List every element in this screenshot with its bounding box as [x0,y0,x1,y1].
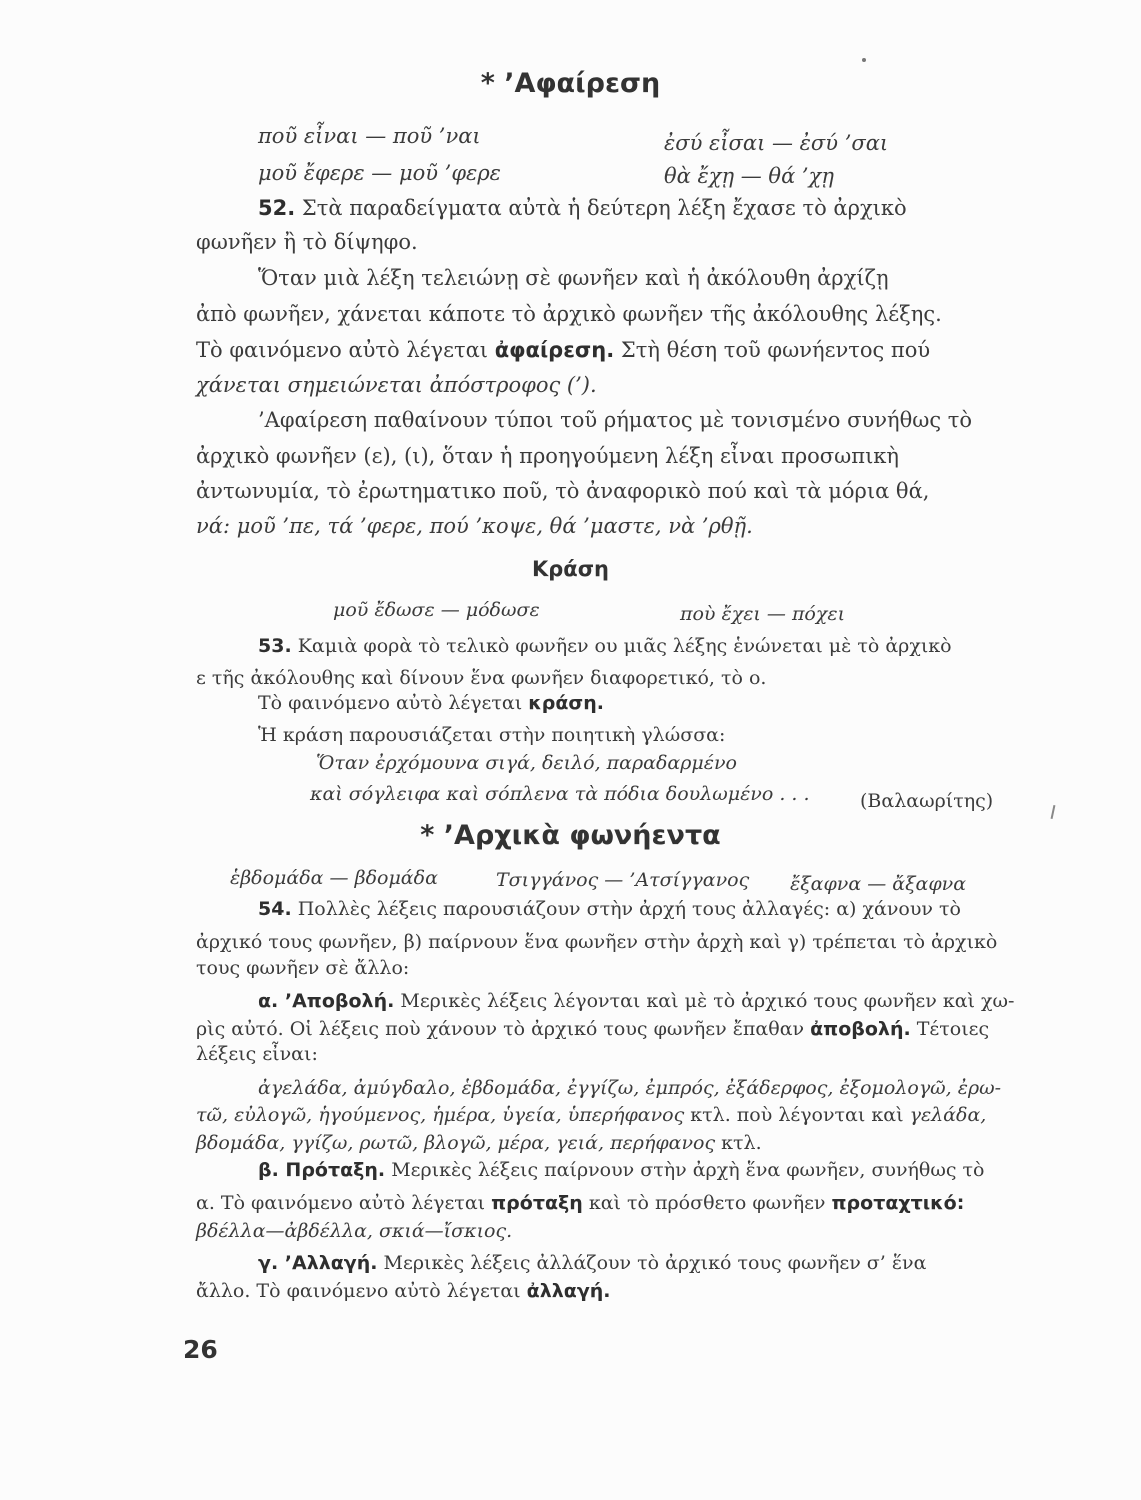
section-heading-afairesi: * ’Αφαίρεση [480,68,661,99]
paragraph-line: α. Τὸ φαινόμενο αὐτὸ λέγεται πρόταξη καὶ τὸ πρόσθετο φωνῆεν προταχτικό: [196,1192,965,1214]
example-words-line: βδομάδα, γγίζω, ρωτῶ, βλογῶ, μέρα, γειά, περήφανος κτλ. [196,1132,762,1154]
paragraph-number: 54. [258,898,292,920]
paragraph-line: 54. Πολλὲς λέξεις παρουσιάζουν στὴν ἀρχή τους ἀλλαγές: α) χάνουν τὸ [258,898,961,920]
paragraph-number: 52. [258,196,296,220]
paragraph-line: Ἡ κράση παρουσιάζεται στὴν ποιητικὴ γλώσσα: [258,724,726,746]
example-line: ἔξαφνα — ἄξαφνα [790,873,967,895]
subsection-label: β. Πρόταξη. [258,1159,386,1181]
paragraph-line: ἀπὸ φωνῆεν, χάνεται κάποτε τὸ ἀρχικὸ φωνῆεν τῆς ἀκόλουθης λέξης. [196,302,942,326]
term-bold: προταχτικό: [831,1192,965,1214]
paragraph-line: ἀντωνυμία, τὸ ἐρωτηματικο ποῦ, τὸ ἀναφορικὸ πού καὶ τὰ μόρια θά, [196,479,930,503]
example-line: μοῦ ἔφερε — μοῦ ’φερε [258,161,501,185]
subsection-label: γ. ’Αλλαγή. [258,1252,378,1274]
poem-line: Ὅταν ἐρχόμουνα σιγά, δειλό, παραδαρμένο [316,752,737,774]
paragraph-line: α. ’Αποβολή. Μερικὲς λέξεις λέγονται καὶ μὲ τὸ ἀρχικό τους φωνῆεν καὶ χω- [258,990,1015,1012]
paragraph-line: 53. Καμιὰ φορὰ τὸ τελικὸ φωνῆεν ου μιᾶς λέξης ἑνώνεται μὲ τὸ ἀρχικὸ [258,635,952,657]
paragraph-line: Ὅταν μιὰ λέξη τελειώνῃ σὲ φωνῆεν καὶ ἡ ἀκόλουθη ἀρχίζῃ [258,266,889,290]
page-number: 26 [183,1335,218,1364]
paragraph-line: φωνῆεν ἢ τὸ δίψηφο. [196,230,418,254]
scan-dot [862,58,866,62]
paragraph-line: τους φωνῆεν σὲ ἄλλο: [196,957,410,979]
paragraph-line: βδέλλα—ἀβδέλλα, σκιά—ἴσκιος. [196,1220,513,1242]
paragraph-line: Τὸ φαινόμενο αὐτὸ λέγεται κράση. [258,692,604,714]
example-line: ἑβδομάδα — βδομάδα [230,867,438,889]
paragraph-line: ρὶς αὐτό. Οἱ λέξεις ποὺ χάνουν τὸ ἀρχικό τους φωνῆεν ἔπαθαν ἀποβολή. Τέτοιες [196,1018,990,1040]
paragraph-line: 52. Στὰ παραδείγματα αὐτὰ ἡ δεύτερη λέξη ἔχασε τὸ ἀρχικὸ [258,196,907,220]
paragraph-line: β. Πρόταξη. Μερικὲς λέξεις παίρνουν στὴν ἀρχὴ ἕνα φωνῆεν, συνήθως τὸ [258,1159,985,1181]
paragraph-line: Τὸ φαινόμενο αὐτὸ λέγεται ἀφαίρεση. Στὴ θέση τοῦ φωνήεντος πού [196,338,931,362]
paragraph-line: ἄλλο. Τὸ φαινόμενο αὐτὸ λέγεται ἀλλαγή. [196,1280,611,1302]
section-heading-krasi: Κράση [531,557,610,581]
poem-line: καὶ σόγλειφα καὶ σόπλενα τὰ πόδια δουλωμένο . . . [310,783,810,805]
term-bold: πρόταξη [491,1192,583,1214]
paragraph-line: λέξεις εἶναι: [196,1043,318,1065]
paragraph-line: ’Αφαίρεση παθαίνουν τύποι τοῦ ρήματος μὲ τονισμένο συνήθως τὸ [258,408,973,432]
subsection-label: α. ’Αποβολή. [258,990,395,1012]
poem-author: (Βαλαωρίτης) [860,790,994,812]
term-bold: κράση. [528,692,604,714]
example-words-line: τῶ, εὐλογῶ, ἡγούμενος, ἡμέρα, ὑγεία, ὑπερήφανος κτλ. ποὺ λέγονται καὶ γελάδα, [196,1104,987,1126]
term-bold: ἀφαίρεση. [494,338,615,362]
example-line: ποῦ εἶναι — ποῦ ’ναι [258,124,481,148]
paragraph-line: γ. ’Αλλαγή. Μερικὲς λέξεις ἀλλάζουν τὸ ἀρχικό τους φωνῆεν σ’ ἕνα [258,1252,927,1274]
example-line: ἐσύ εἶσαι — ἐσύ ’σαι [664,131,889,155]
section-heading-arxika-fonienta: * ’Αρχικὰ φωνήεντα [420,820,721,851]
example-line: θὰ ἔχῃ — θά ’χῃ [664,164,834,188]
paragraph-line: χάνεται σημειώνεται ἀπόστροφος (’). [196,373,597,397]
example-words-line: ἀγελάδα, ἀμύγδαλο, ἑβδομάδα, ἐγγίζω, ἐμπρός, ἐξάδερφος, ἐξομολογῶ, ἐρω- [258,1077,1002,1099]
paragraph-line: νά: μοῦ ’πε, τά ’φερε, πού ’κοψε, θά ’μαστε, νὰ ’ρθῇ. [196,514,753,538]
paragraph-line: ἀρχικὸ φωνῆεν (ε), (ι), ὅταν ἡ προηγούμενη λέξη εἶναι προσωπικὴ [196,444,900,468]
term-bold: ἀποβολή. [810,1018,911,1040]
paragraph-line: ε τῆς ἀκόλουθης καὶ δίνουν ἕνα φωνῆεν διαφορετικό, τὸ ο. [196,667,767,689]
example-line: Τσιγγάνος — ’Ατσίγγανος [496,869,750,891]
scan-mark [1051,805,1056,819]
paragraph-number: 53. [258,635,292,657]
example-line: ποὺ ἔχει — πόχει [680,603,846,625]
paragraph-line: ἀρχικό τους φωνῆεν, β) παίρνουν ἕνα φωνῆεν στὴν ἀρχὴ καὶ γ) τρέπεται τὸ ἀρχικὸ [196,931,998,953]
term-bold: ἀλλαγή. [526,1280,611,1302]
example-line: μοῦ ἔδωσε — μόδωσε [333,599,540,621]
